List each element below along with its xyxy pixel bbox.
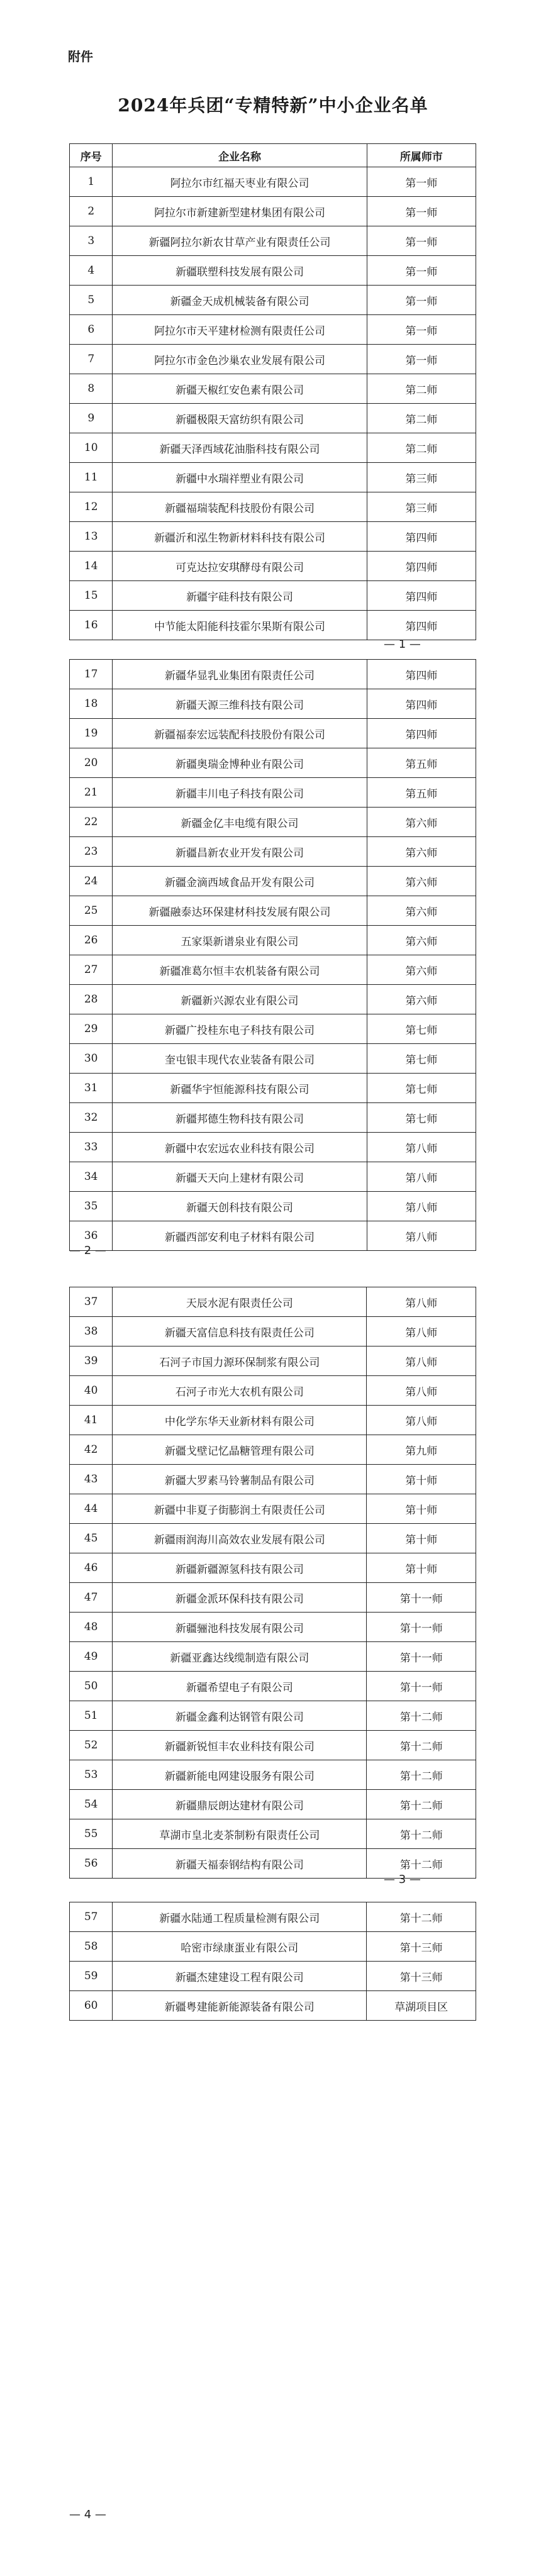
row-index: 5 (70, 286, 113, 315)
company-name: 新疆亚鑫达线缆制造有限公司 (113, 1642, 367, 1672)
company-name: 新疆天泽西域花油脂科技有限公司 (113, 433, 367, 463)
division-name: 第八师 (367, 1376, 476, 1406)
division-name: 草湖项目区 (367, 1991, 476, 2021)
row-index: 46 (70, 1553, 113, 1583)
division-name: 第三师 (367, 492, 476, 522)
company-name: 中化学东华天业新材料有限公司 (113, 1406, 367, 1435)
table-row (70, 1074, 476, 1103)
table-row (70, 1494, 476, 1524)
company-name: 新疆天创科技有限公司 (113, 1192, 367, 1221)
division-name: 第十师 (367, 1465, 476, 1494)
table-row (70, 1790, 476, 1819)
table-row (70, 611, 476, 640)
company-name: 新疆金滴西域食品开发有限公司 (113, 867, 367, 896)
company-name: 新疆沂和泓生物新材料科技有限公司 (113, 522, 367, 552)
division-name: 第一师 (367, 197, 476, 226)
company-name: 新疆天椒红安色素有限公司 (113, 374, 367, 404)
division-name: 第十三师 (367, 1962, 476, 1991)
division-name: 第四师 (367, 611, 476, 640)
company-name: 天辰水泥有限责任公司 (113, 1287, 367, 1317)
row-index: 16 (70, 611, 113, 640)
row-index: 40 (70, 1376, 113, 1406)
company-name: 新疆准葛尔恒丰农机装备有限公司 (113, 955, 367, 985)
table-row (70, 719, 476, 748)
row-index: 42 (70, 1435, 113, 1465)
table-row (70, 581, 476, 611)
division-name: 第十二师 (367, 1819, 476, 1849)
division-name: 第二师 (367, 374, 476, 404)
division-name: 第一师 (367, 226, 476, 256)
division-name: 第十一师 (367, 1642, 476, 1672)
column-header-index: 序号 (70, 144, 113, 167)
division-name: 第七师 (367, 1074, 476, 1103)
table-row (70, 552, 476, 581)
row-index: 49 (70, 1642, 113, 1672)
division-name: 第五师 (367, 748, 476, 778)
row-index: 55 (70, 1819, 113, 1849)
company-name: 新疆天天向上建材有限公司 (113, 1162, 367, 1192)
division-name: 第四师 (367, 689, 476, 719)
table-body (70, 1902, 476, 2021)
table-row (70, 1406, 476, 1435)
row-index: 43 (70, 1465, 113, 1494)
company-name: 新疆天富信息科技有限责任公司 (113, 1317, 367, 1346)
company-name: 新疆邦德生物科技有限公司 (113, 1103, 367, 1133)
company-name: 阿拉尔市天平建材检测有限责任公司 (113, 315, 367, 345)
row-index: 7 (70, 345, 113, 374)
division-name: 第六师 (367, 837, 476, 867)
division-name: 第八师 (367, 1133, 476, 1162)
table-row (70, 1672, 476, 1701)
column-header-company: 企业名称 (113, 144, 367, 167)
division-name: 第十师 (367, 1553, 476, 1583)
division-name: 第二师 (367, 404, 476, 433)
company-name: 新疆西部安利电子材料有限公司 (113, 1221, 367, 1251)
division-name: 第五师 (367, 778, 476, 808)
company-name: 新疆粤建能新能源装备有限公司 (113, 1991, 367, 2021)
row-index: 9 (70, 404, 113, 433)
row-index: 10 (70, 433, 113, 463)
row-index: 45 (70, 1524, 113, 1553)
company-name: 新疆新兴源农业有限公司 (113, 985, 367, 1014)
division-name: 第六师 (367, 955, 476, 985)
division-name: 第十一师 (367, 1672, 476, 1701)
company-name: 新疆戈壁记忆晶糖管理有限公司 (113, 1435, 367, 1465)
table-body (70, 660, 476, 1251)
division-name: 第十二师 (367, 1902, 476, 1932)
page-number: — 1 — (384, 638, 421, 651)
row-index: 44 (70, 1494, 113, 1524)
row-index: 53 (70, 1760, 113, 1790)
division-name: 第九师 (367, 1435, 476, 1465)
division-name: 第十三师 (367, 1932, 476, 1962)
table-row (70, 837, 476, 867)
company-table-page-4 (69, 1902, 476, 2021)
table-row (70, 1553, 476, 1583)
division-name: 第八师 (367, 1162, 476, 1192)
table-row (70, 256, 476, 286)
division-name: 第六师 (367, 985, 476, 1014)
company-name: 新疆昌新农业开发有限公司 (113, 837, 367, 867)
division-name: 第四师 (367, 581, 476, 611)
document-title: 2024年兵团“专精特新”中小企业名单 (118, 95, 428, 116)
row-index: 26 (70, 926, 113, 955)
division-name: 第三师 (367, 463, 476, 492)
table-row (70, 1133, 476, 1162)
company-name: 新疆杰建建设工程有限公司 (113, 1962, 367, 1991)
row-index: 41 (70, 1406, 113, 1435)
company-name: 哈密市绿康蛋业有限公司 (113, 1932, 367, 1962)
division-name: 第七师 (367, 1044, 476, 1074)
row-index: 19 (70, 719, 113, 748)
division-name: 第十二师 (367, 1760, 476, 1790)
division-name: 第四师 (367, 522, 476, 552)
division-name: 第八师 (367, 1192, 476, 1221)
table-row (70, 1819, 476, 1849)
row-index: 22 (70, 808, 113, 837)
table-row (70, 1044, 476, 1074)
row-index: 2 (70, 197, 113, 226)
table-row (70, 286, 476, 315)
table-row (70, 492, 476, 522)
company-name: 新疆大罗素马铃薯制品有限公司 (113, 1465, 367, 1494)
division-name: 第十二师 (367, 1731, 476, 1760)
company-name: 新疆联塑科技发展有限公司 (113, 256, 367, 286)
division-name: 第六师 (367, 896, 476, 926)
company-name: 新疆金派环保科技有限公司 (113, 1583, 367, 1613)
company-name: 新疆水陆通工程质量检测有限公司 (113, 1902, 367, 1932)
row-index: 36 (70, 1221, 113, 1251)
table-row (70, 463, 476, 492)
row-index: 18 (70, 689, 113, 719)
table-header-row (70, 144, 476, 167)
row-index: 32 (70, 1103, 113, 1133)
company-name: 新疆中非夏子街膨润土有限责任公司 (113, 1494, 367, 1524)
division-name: 第四师 (367, 719, 476, 748)
division-name: 第十一师 (367, 1613, 476, 1642)
table-row (70, 374, 476, 404)
table-row (70, 1524, 476, 1553)
table-row (70, 1583, 476, 1613)
table-row (70, 1221, 476, 1251)
table-body (70, 167, 476, 640)
division-name: 第一师 (367, 256, 476, 286)
table-row (70, 404, 476, 433)
row-index: 17 (70, 660, 113, 689)
table-row (70, 926, 476, 955)
division-name: 第二师 (367, 433, 476, 463)
row-index: 58 (70, 1932, 113, 1962)
row-index: 3 (70, 226, 113, 256)
table-row (70, 1435, 476, 1465)
table-row (70, 808, 476, 837)
table-row (70, 433, 476, 463)
row-index: 33 (70, 1133, 113, 1162)
table-row (70, 985, 476, 1014)
company-name: 新疆丰川电子科技有限公司 (113, 778, 367, 808)
company-name: 中节能太阳能科技霍尔果斯有限公司 (113, 611, 367, 640)
division-name: 第十二师 (367, 1790, 476, 1819)
division-name: 第八师 (367, 1317, 476, 1346)
division-name: 第六师 (367, 926, 476, 955)
table-row (70, 660, 476, 689)
division-name: 第四师 (367, 660, 476, 689)
row-index: 1 (70, 167, 113, 197)
row-index: 35 (70, 1192, 113, 1221)
division-name: 第一师 (367, 286, 476, 315)
table-row (70, 1932, 476, 1962)
page-number: — 2 — (69, 1244, 106, 1257)
row-index: 31 (70, 1074, 113, 1103)
company-name: 石河子市光大农机有限公司 (113, 1376, 367, 1406)
row-index: 47 (70, 1583, 113, 1613)
division-name: 第八师 (367, 1406, 476, 1435)
division-name: 第七师 (367, 1103, 476, 1133)
company-name: 新疆宇硅科技有限公司 (113, 581, 367, 611)
table-row (70, 315, 476, 345)
table-row (70, 1991, 476, 2021)
table-row (70, 1162, 476, 1192)
company-name: 新疆阿拉尔新农甘草产业有限责任公司 (113, 226, 367, 256)
table-body (70, 1287, 476, 1879)
table-row (70, 1760, 476, 1790)
row-index: 34 (70, 1162, 113, 1192)
table-row (70, 1014, 476, 1044)
table-row (70, 345, 476, 374)
row-index: 27 (70, 955, 113, 985)
company-name: 阿拉尔市红福天枣业有限公司 (113, 167, 367, 197)
row-index: 59 (70, 1962, 113, 1991)
company-name: 新疆天源三维科技有限公司 (113, 689, 367, 719)
company-name: 新疆极限天富纺织有限公司 (113, 404, 367, 433)
company-name: 新疆广投桂东电子科技有限公司 (113, 1014, 367, 1044)
table-row (70, 896, 476, 926)
row-index: 14 (70, 552, 113, 581)
division-name: 第六师 (367, 867, 476, 896)
table-row (70, 226, 476, 256)
company-table-page-2 (69, 659, 476, 1251)
company-name: 石河子市国力源环保制浆有限公司 (113, 1346, 367, 1376)
table-row (70, 867, 476, 896)
company-name: 新疆新锐恒丰农业科技有限公司 (113, 1731, 367, 1760)
row-index: 30 (70, 1044, 113, 1074)
company-name: 草湖市皇北麦茶制粉有限责任公司 (113, 1819, 367, 1849)
table-row (70, 1613, 476, 1642)
row-index: 25 (70, 896, 113, 926)
division-name: 第十师 (367, 1524, 476, 1553)
row-index: 56 (70, 1849, 113, 1879)
company-name: 新疆华宇恒能源科技有限公司 (113, 1074, 367, 1103)
row-index: 23 (70, 837, 113, 867)
table-row (70, 1376, 476, 1406)
company-name: 新疆新能电网建设服务有限公司 (113, 1760, 367, 1790)
company-name: 新疆新疆源氢科技有限公司 (113, 1553, 367, 1583)
company-name: 阿拉尔市金色沙巢农业发展有限公司 (113, 345, 367, 374)
company-name: 新疆华显乳业集团有限责任公司 (113, 660, 367, 689)
company-name: 新疆福瑞装配科技股份有限公司 (113, 492, 367, 522)
row-index: 12 (70, 492, 113, 522)
company-name: 新疆奥瑞金博种业有限公司 (113, 748, 367, 778)
division-name: 第十二师 (367, 1849, 476, 1879)
division-name: 第一师 (367, 345, 476, 374)
company-name: 新疆雨润海川高效农业发展有限公司 (113, 1524, 367, 1553)
table-row (70, 1962, 476, 1991)
row-index: 57 (70, 1902, 113, 1932)
company-name: 新疆希望电子有限公司 (113, 1672, 367, 1701)
division-name: 第八师 (367, 1287, 476, 1317)
row-index: 50 (70, 1672, 113, 1701)
row-index: 20 (70, 748, 113, 778)
row-index: 37 (70, 1287, 113, 1317)
row-index: 39 (70, 1346, 113, 1376)
table-row (70, 1346, 476, 1376)
table-row (70, 1902, 476, 1932)
division-name: 第十一师 (367, 1583, 476, 1613)
company-name: 奎屯银丰现代农业装备有限公司 (113, 1044, 367, 1074)
company-name: 新疆鼎辰朗达建材有限公司 (113, 1790, 367, 1819)
company-name: 新疆天福泰钢结构有限公司 (113, 1849, 367, 1879)
table-row (70, 522, 476, 552)
row-index: 48 (70, 1613, 113, 1642)
row-index: 29 (70, 1014, 113, 1044)
division-name: 第一师 (367, 167, 476, 197)
page-number: — 3 — (384, 1873, 421, 1886)
row-index: 60 (70, 1991, 113, 2021)
row-index: 21 (70, 778, 113, 808)
division-name: 第四师 (367, 552, 476, 581)
company-name: 新疆融泰达环保建材科技发展有限公司 (113, 896, 367, 926)
row-index: 38 (70, 1317, 113, 1346)
company-name: 新疆中农宏远农业科技有限公司 (113, 1133, 367, 1162)
table-row (70, 1731, 476, 1760)
division-name: 第八师 (367, 1221, 476, 1251)
row-index: 54 (70, 1790, 113, 1819)
row-index: 6 (70, 315, 113, 345)
company-name: 新疆金亿丰电缆有限公司 (113, 808, 367, 837)
division-name: 第八师 (367, 1346, 476, 1376)
row-index: 52 (70, 1731, 113, 1760)
row-index: 24 (70, 867, 113, 896)
division-name: 第十师 (367, 1494, 476, 1524)
attachment-label: 附件 (68, 49, 93, 64)
row-index: 51 (70, 1701, 113, 1731)
table-row (70, 955, 476, 985)
company-name: 新疆中水瑞祥塑业有限公司 (113, 463, 367, 492)
division-name: 第一师 (367, 315, 476, 345)
row-index: 15 (70, 581, 113, 611)
company-table-page-3 (69, 1287, 476, 1879)
company-name: 新疆福泰宏远装配科技股份有限公司 (113, 719, 367, 748)
column-header-division: 所属师市 (367, 144, 476, 167)
table-row (70, 1103, 476, 1133)
company-name: 可克达拉安琪酵母有限公司 (113, 552, 367, 581)
table-row (70, 1701, 476, 1731)
table-row (70, 778, 476, 808)
row-index: 28 (70, 985, 113, 1014)
table-row (70, 197, 476, 226)
company-table-page-1 (69, 143, 476, 640)
row-index: 8 (70, 374, 113, 404)
table-row (70, 167, 476, 197)
table-row (70, 689, 476, 719)
company-name: 五家渠新谱泉业有限公司 (113, 926, 367, 955)
company-name: 新疆骊池科技发展有限公司 (113, 1613, 367, 1642)
page-number: — 4 — (69, 2508, 106, 2521)
row-index: 11 (70, 463, 113, 492)
row-index: 4 (70, 256, 113, 286)
division-name: 第十二师 (367, 1701, 476, 1731)
table-row (70, 1642, 476, 1672)
table-row (70, 1465, 476, 1494)
company-name: 新疆金天成机械装备有限公司 (113, 286, 367, 315)
company-name: 阿拉尔市新建新型建材集团有限公司 (113, 197, 367, 226)
table-row (70, 1192, 476, 1221)
table-row (70, 1317, 476, 1346)
table-row (70, 748, 476, 778)
division-name: 第七师 (367, 1014, 476, 1044)
division-name: 第六师 (367, 808, 476, 837)
company-name: 新疆金鑫利达钢管有限公司 (113, 1701, 367, 1731)
row-index: 13 (70, 522, 113, 552)
table-row (70, 1287, 476, 1317)
